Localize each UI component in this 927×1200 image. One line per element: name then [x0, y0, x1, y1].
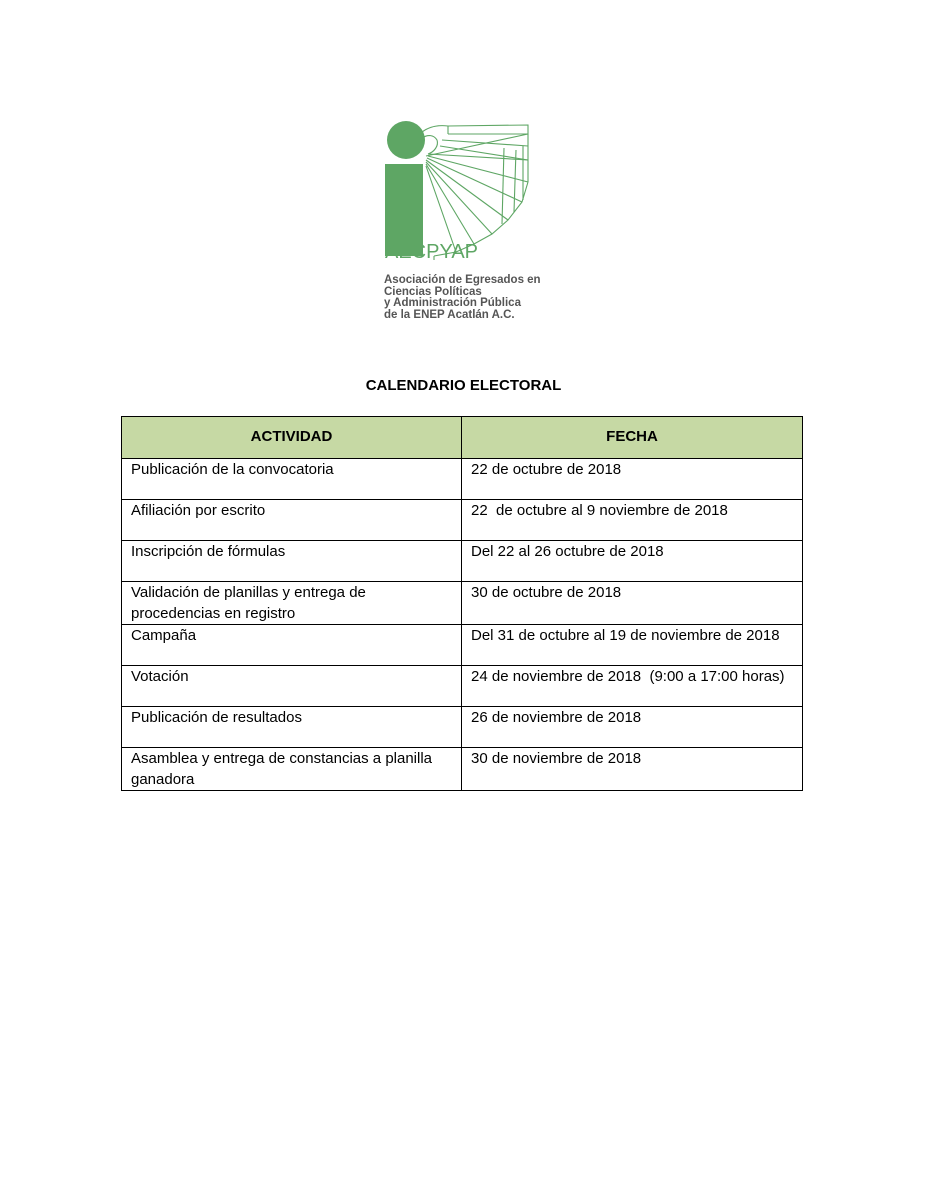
table-row [122, 707, 803, 748]
table-row [122, 625, 803, 666]
table-row [122, 500, 803, 541]
logo-caption-line: de la ENEP Acatlán A.C. [384, 308, 515, 321]
logo-acronym: AECPYAP [385, 241, 478, 263]
table-row [122, 459, 803, 500]
date-cell: 30 de octubre de 2018 [462, 582, 803, 625]
table-row [122, 748, 803, 791]
activity-cell: Campaña [122, 625, 462, 666]
activity-cell: Inscripción de fórmulas [122, 541, 462, 582]
logo-fan-lines [422, 125, 528, 260]
table-header-row [122, 417, 803, 459]
table-row [122, 582, 803, 625]
activity-cell: Publicación de resultados [122, 707, 462, 748]
activity-cell: Publicación de la convocatoria [122, 459, 462, 500]
logo-caption [384, 275, 559, 321]
date-cell: 22 de octubre de 2018 [462, 459, 803, 500]
table-row [122, 541, 803, 582]
logo-caption-line: y Administración Pública [384, 297, 521, 310]
activity-cell: Asamblea y entrega de constancias a planilla ganadora [122, 748, 462, 791]
column-header-activity: ACTIVIDAD [122, 417, 462, 459]
date-cell: 24 de noviembre de 2018 (9:00 a 17:00 horas) [462, 666, 803, 707]
logo-caption-line: Ciencias Políticas [384, 285, 482, 298]
logo-head-shape [387, 121, 425, 159]
activity-cell: Validación de planillas y entrega de procedencias en registro [122, 582, 462, 625]
date-cell: 22 de octubre al 9 noviembre de 2018 [462, 500, 803, 541]
aecpyap-logo-mark [382, 120, 542, 265]
activity-cell: Votación [122, 666, 462, 707]
date-cell: 30 de noviembre de 2018 [462, 748, 803, 791]
column-header-date: FECHA [462, 417, 803, 459]
table-row [122, 666, 803, 707]
organization-logo [382, 120, 552, 330]
logo-caption-line: Asociación de Egresados en [384, 274, 541, 286]
document-title: CALENDARIO ELECTORAL [365, 377, 562, 394]
date-cell: Del 22 al 26 octubre de 2018 [462, 541, 803, 582]
date-cell: 26 de noviembre de 2018 [462, 707, 803, 748]
date-cell: Del 31 de octubre al 19 de noviembre de 2018 [462, 625, 803, 666]
activity-cell: Afiliación por escrito [122, 500, 462, 541]
electoral-calendar-table [121, 416, 803, 791]
